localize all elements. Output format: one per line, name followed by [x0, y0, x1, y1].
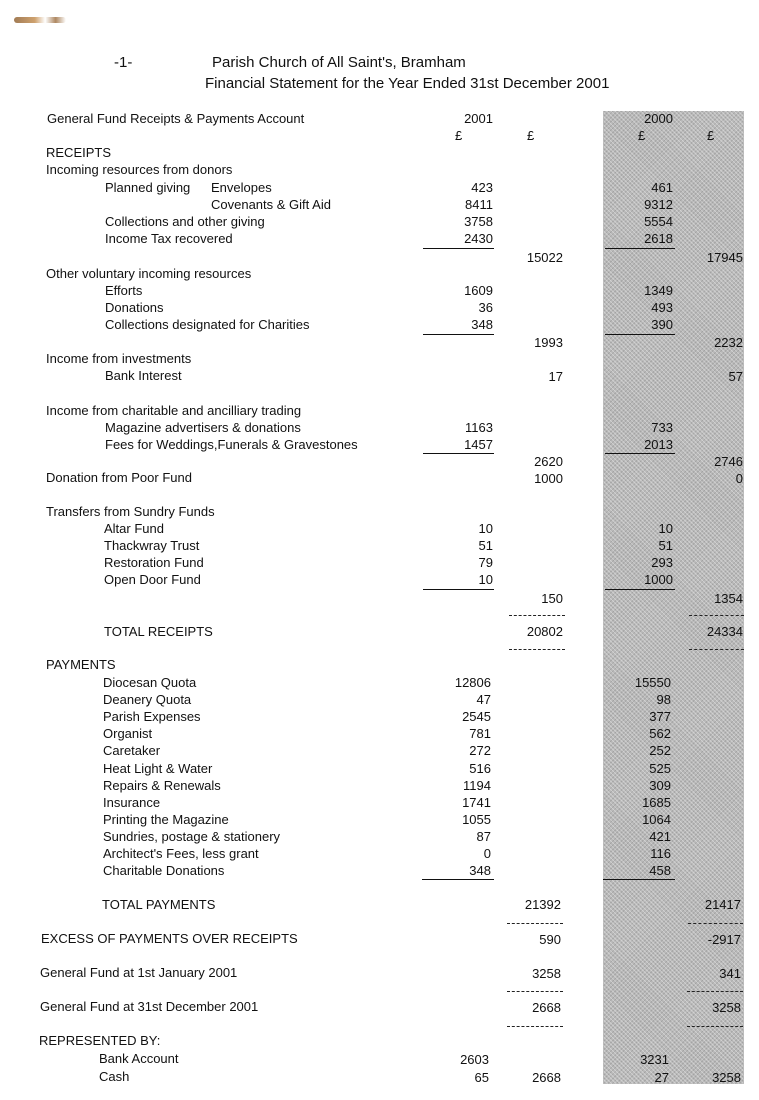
receipt-2000-value: 10	[658, 521, 673, 536]
scan-smudge-mark	[14, 17, 66, 23]
subtotal-rule-2000	[605, 589, 675, 590]
receipt-2000-value: 5554	[644, 214, 673, 229]
represented-total-2000: 3258	[712, 1070, 741, 1085]
receipt-item-label: Fees for Weddings,Funerals & Gravestones	[105, 437, 358, 452]
trading-heading: Income from charitable and ancilliary trading	[46, 403, 302, 418]
receipt-2001-value: 1609	[464, 283, 493, 298]
receipt-item-label: Open Door Fund	[104, 572, 201, 587]
payment-2000-value: 421	[649, 828, 671, 844]
represented-total-2001: 2668	[532, 1070, 561, 1085]
total-dash-2000	[687, 991, 743, 992]
total-dash-2001	[507, 923, 563, 924]
payment-item-label: Architect's Fees, less grant	[103, 846, 259, 861]
account-title: General Fund Receipts & Payments Account	[47, 111, 305, 126]
asset-2000-value: 27	[654, 1070, 669, 1085]
payment-2000-value: 525	[649, 760, 671, 776]
receipt-2000-value: 1349	[644, 283, 673, 298]
excess-2000: -2917	[707, 932, 741, 947]
subtotal-rule-2000	[605, 334, 675, 335]
fund-start-2000: 341	[719, 966, 741, 981]
planned-giving-label: Planned giving	[105, 180, 191, 195]
receipts-heading: RECEIPTS	[46, 145, 112, 160]
payment-2000-value: 116	[650, 846, 671, 861]
total-dash-2000	[689, 615, 744, 616]
receipt-2001-value: 8411	[465, 197, 493, 212]
receipt-item-label: Restoration Fund	[104, 555, 204, 570]
total-payments-label: TOTAL PAYMENTS	[102, 897, 216, 912]
receipt-2000-value: 733	[651, 420, 673, 435]
total-dash-2000	[689, 649, 744, 650]
receipt-item-label: Covenants & Gift Aid	[211, 197, 331, 212]
total-payments-2000: 21417	[704, 897, 741, 912]
fund-end-2000: 3258	[712, 1000, 741, 1015]
receipt-2000-value: 9312	[644, 197, 673, 212]
donors-total-2001: 15022	[526, 250, 563, 265]
currency-2001-total: £	[527, 128, 535, 143]
poor-fund-2001: 1000	[534, 471, 563, 486]
payment-2001-value: 47	[476, 692, 491, 708]
payment-2000-value: 377	[649, 709, 671, 725]
receipt-2000-value: 493	[651, 300, 673, 315]
excess-2001: 590	[539, 932, 561, 947]
subtotal-rule-2000	[605, 453, 675, 454]
receipt-2001-value: 36	[478, 300, 493, 315]
receipt-item-label: Donations	[105, 300, 164, 315]
receipt-item-label: Income Tax recovered	[105, 231, 233, 246]
payment-2001-value: 516	[469, 760, 491, 776]
poor-fund-label: Donation from Poor Fund	[46, 470, 192, 485]
receipt-item-label: Altar Fund	[104, 521, 164, 536]
receipt-2000-value: 293	[651, 555, 673, 570]
receipt-2000-value: 2013	[644, 437, 673, 452]
trading-total-2001: 2620	[534, 454, 563, 469]
fund-end-2001: 2668	[532, 1000, 561, 1015]
investments-heading: Income from investments	[46, 351, 192, 366]
trading-total-2000: 2746	[714, 454, 743, 469]
subtotal-rule-2001	[423, 248, 494, 249]
receipt-2000-value: 461	[651, 180, 673, 195]
receipt-2001-value: 10	[478, 572, 493, 587]
asset-item-label: Cash	[99, 1069, 130, 1084]
represented-by-heading: REPRESENTED BY:	[39, 1033, 161, 1048]
subtotal-rule-2000	[605, 248, 675, 249]
voluntary-total-2001: 1993	[534, 335, 563, 350]
receipt-2001-value: 423	[471, 180, 493, 195]
payment-item-label: Insurance	[103, 794, 161, 810]
subtotal-rule-2001	[423, 334, 494, 335]
receipt-2001-value: 51	[478, 538, 493, 553]
receipt-2001-value: 1163	[465, 420, 493, 435]
donors-total-2000: 17945	[706, 250, 743, 265]
voluntary-heading: Other voluntary incoming resources	[46, 266, 252, 281]
column-header-2000: 2000	[644, 111, 673, 126]
asset-item-label: Bank Account	[99, 1051, 179, 1066]
payment-2000-value: 562	[649, 726, 671, 742]
receipt-2001-value: 79	[478, 555, 493, 570]
currency-2000-total: £	[707, 128, 715, 143]
payment-item-label: Caretaker	[103, 743, 161, 759]
payment-2001-value: 348	[469, 863, 491, 879]
payment-2000-value: 252	[649, 743, 671, 759]
total-receipts-label: TOTAL RECEIPTS	[104, 624, 213, 639]
total-dash-2000	[687, 1026, 743, 1027]
receipt-2000-value: 2618	[644, 231, 673, 246]
sundry-total-2001: 150	[541, 591, 563, 606]
payments-heading: PAYMENTS	[46, 657, 116, 672]
total-dash-2001	[507, 991, 563, 992]
payment-2001-value: 1741	[462, 794, 491, 810]
total-dash-2001	[509, 615, 565, 616]
receipt-2001-value: 10	[478, 521, 493, 536]
total-dash-2000	[688, 923, 743, 924]
payment-item-label: Deanery Quota	[103, 692, 192, 708]
payment-item-label: Printing the Magazine	[103, 811, 229, 827]
payment-2001-value: 12806	[454, 675, 491, 690]
donors-heading: Incoming resources from donors	[46, 162, 233, 177]
investments-total-2000: 57	[728, 369, 743, 384]
payment-2000-value: 15550	[634, 675, 671, 690]
receipt-item-label: Thackwray Trust	[104, 538, 200, 553]
receipt-2001-value: 1457	[464, 437, 493, 452]
payment-item-label: Charitable Donations	[103, 863, 225, 879]
receipt-item-label: Envelopes	[211, 180, 272, 195]
payment-item-label: Diocesan Quota	[103, 675, 197, 690]
payment-item-label: Repairs & Renewals	[103, 777, 221, 793]
receipt-item-label: Bank Interest	[105, 368, 182, 383]
receipt-item-label: Collections designated for Charities	[105, 317, 310, 332]
sundry-total-2000: 1354	[714, 591, 743, 606]
currency-2000-detail: £	[638, 128, 646, 143]
subtotal-rule-2001	[423, 453, 494, 454]
payment-2001-value: 781	[469, 726, 491, 742]
total-payments-2001: 21392	[524, 897, 561, 912]
receipt-2001-value: 348	[471, 317, 493, 332]
payment-2000-value: 309	[649, 777, 671, 793]
subtotal-rule-2000	[603, 879, 675, 880]
payment-2000-value: 98	[656, 692, 671, 708]
page-number: -1-	[114, 54, 133, 71]
total-receipts-2000: 24334	[706, 624, 743, 639]
total-dash-2001	[507, 1026, 563, 1027]
payment-2000-value: 1064	[642, 811, 671, 827]
payment-2001-value: 1194	[463, 777, 491, 793]
payment-2001-value: 1055	[462, 811, 491, 827]
subtotal-rule-2001	[423, 589, 494, 590]
document-title: Parish Church of All Saint's, Bramham	[212, 54, 466, 71]
document-subtitle: Financial Statement for the Year Ended 31st December 2001	[205, 75, 610, 92]
payment-2001-value: 0	[483, 846, 491, 861]
asset-2001-value: 2603	[460, 1052, 489, 1067]
payment-item-label: Organist	[103, 726, 153, 742]
payment-item-label: Heat Light & Water	[103, 760, 213, 776]
subtotal-rule-2001	[422, 879, 494, 880]
payment-item-label: Parish Expenses	[103, 709, 201, 725]
receipt-item-label: Magazine advertisers & donations	[105, 420, 301, 435]
payment-2001-value: 2545	[462, 709, 491, 725]
column-header-2001: 2001	[464, 111, 493, 126]
voluntary-total-2000: 2232	[714, 335, 743, 350]
poor-fund-2000: 0	[735, 471, 743, 486]
receipt-2000-value: 390	[651, 317, 673, 332]
investments-total-2001: 17	[548, 369, 563, 384]
fund-start-2001: 3258	[532, 966, 561, 981]
sundry-heading: Transfers from Sundry Funds	[46, 504, 215, 519]
total-dash-2001	[509, 649, 565, 650]
fund-start-label: General Fund at 1st January 2001	[40, 965, 238, 980]
fund-end-label: General Fund at 31st December 2001	[40, 999, 259, 1014]
currency-2001-detail: £	[455, 128, 463, 143]
payment-2001-value: 87	[476, 828, 491, 844]
receipt-item-label: Collections and other giving	[105, 214, 265, 229]
payment-2000-value: 1685	[642, 794, 671, 810]
receipt-2001-value: 2430	[464, 231, 493, 246]
receipt-item-label: Efforts	[105, 283, 143, 298]
asset-2000-value: 3231	[640, 1052, 669, 1067]
payment-item-label: Sundries, postage & stationery	[103, 828, 281, 844]
receipt-2001-value: 3758	[464, 214, 493, 229]
total-receipts-2001: 20802	[526, 624, 563, 639]
receipt-2000-value: 1000	[644, 572, 673, 587]
payment-2001-value: 272	[469, 743, 491, 759]
excess-label: EXCESS OF PAYMENTS OVER RECEIPTS	[41, 931, 298, 946]
asset-2001-value: 65	[474, 1070, 489, 1085]
payment-2000-value: 458	[649, 863, 671, 879]
receipt-2000-value: 51	[658, 538, 673, 553]
